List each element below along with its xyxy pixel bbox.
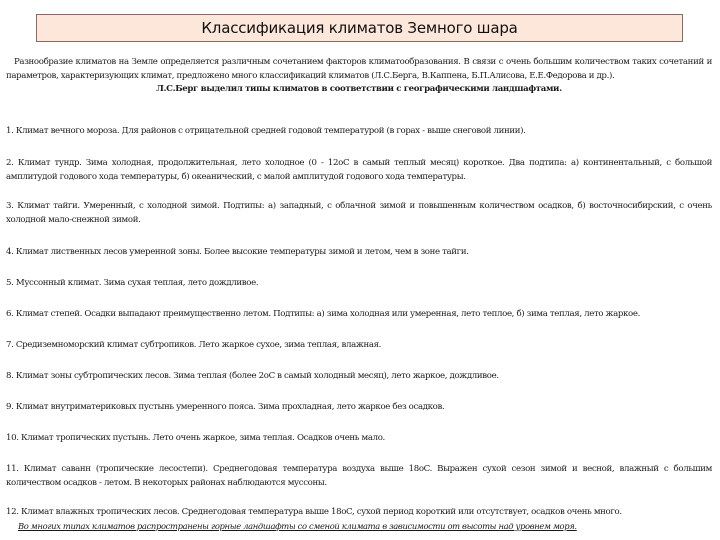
climate-item-4: 4. Климат лиственных лесов умеренной зоны. Более высокие температуры зимой и летом, чем в зоне тайги. — [6, 247, 469, 257]
climate-item-3: 3. Климат тайги. Умеренный, с холодной зимой. Подтипы: а) западный, с облачной зимой и повышенным количеством осадков, б) восточносибирский, с очень холодной мало-снежной зимой. — [6, 201, 712, 225]
climate-item-6: 6. Климат степей. Осадки выпадают преимущественно летом. Подтипы: а) зима холодная или умеренная, лето теплое, б) зима теплая, лето жаркое. — [6, 309, 640, 319]
climate-item-11: 11. Климат саванн (тропические лесостепи). Среднегодовая температура воздуха выше 18oC. Выражен сухой сезон зимой и весной, влажный с большим количеством осадков - летом. В некоторых районах наблюдаются муссоны. — [6, 464, 712, 488]
page-title: Классификация климатов Земного шара — [201, 19, 518, 37]
climate-item-1: 1. Климат вечного мороза. Для районов с отрицательной средней годовой температурой (в горах - выше снеговой линии). — [6, 126, 526, 136]
climate-item-12: 12. Климат влажных тропических лесов. Среднегодовая температура выше 18oC, сухой период короткий или отсутствует, осадков очень много. — [6, 507, 622, 517]
document-body — [6, 56, 712, 97]
climate-item-10: 10. Климат тропических пустынь. Лето очень жаркое, зима теплая. Осадков очень мало. — [6, 433, 385, 443]
footer-note: Во многих типах климатов распространены горные ландшафты со сменой климата в зависимости от высоты над уровнем моря. — [18, 521, 577, 531]
climate-item-7: 7. Средиземноморский климат субтропиков. Лето жаркое сухое, зима теплая, влажная. — [6, 340, 382, 350]
intro-paragraph: Разнообразие климатов на Земле определяется различным сочетанием факторов климатообразования. В связи с очень большим количеством таких сочетаний и параметров, характеризующих климат, предложено много классификаций климатов (Л.С.Берга, В.Каппена, Б.П.Алисова, Е.Е.Федорова и др.). — [6, 57, 712, 81]
climate-item-2: 2. Климат тундр. Зима холодная, продолжительная, лето холодное (0 - 12oC в самый теплый месяц) короткое. Два подтипа: а) континентальный, с большой амплитудой годового хода температуры, б) океанический, с малой амплитудой годового хода температуры. — [6, 158, 712, 182]
title-banner — [36, 14, 683, 42]
climate-item-5: 5. Муссонный климат. Зима сухая теплая, лето дождливое. — [6, 278, 259, 288]
climate-item-8: 8. Климат зоны субтропических лесов. Зима теплая (более 2oC в самый холодный месяц), лето жаркое, дождливое. — [6, 371, 499, 381]
section-heading: Л.С.Берг выделил типы климатов в соответствии с географическими ландшафтами. — [156, 84, 562, 94]
climate-item-9: 9. Климат внутриматериковых пустынь умеренного пояса. Зима прохладная, лето жаркое без осадков. — [6, 402, 445, 412]
